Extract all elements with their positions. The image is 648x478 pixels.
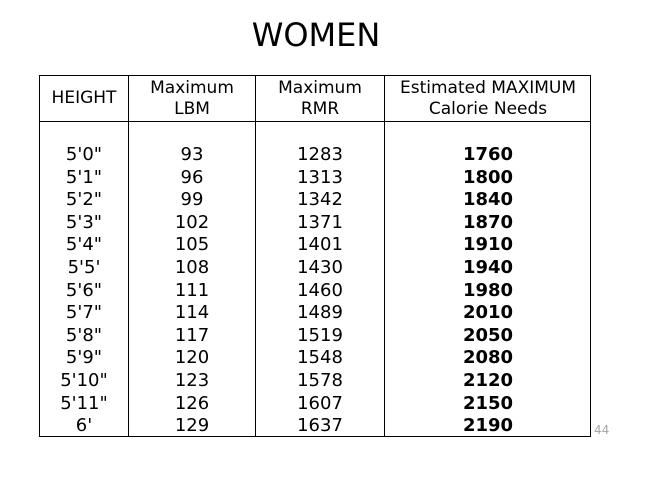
header-calories-line2: Calorie Needs <box>428 98 548 119</box>
rmr-cell: 1578 <box>297 369 343 391</box>
lbm-cell: 105 <box>174 234 210 256</box>
calorie-cell: 1910 <box>462 234 514 256</box>
rmr-cell: 1460 <box>297 279 343 301</box>
lbm-cell: 117 <box>174 324 210 346</box>
height-cell: 5'8" <box>65 324 103 346</box>
height-cell: 5'6" <box>65 279 103 301</box>
height-cell: 5'11" <box>60 392 108 414</box>
lbm-cell: 93 <box>180 144 204 165</box>
rmr-cell: 1401 <box>297 234 343 256</box>
calorie-cell: 1980 <box>462 279 514 301</box>
rmr-cell: 1371 <box>297 211 343 233</box>
height-cell: 5'9" <box>65 347 103 369</box>
height-cell: 5'4" <box>65 234 103 256</box>
header-calories-line1: Estimated MAXIMUM <box>399 77 577 98</box>
calorie-cell: 1800 <box>462 166 514 188</box>
lbm-cell: 126 <box>174 392 210 414</box>
header-lbm <box>129 76 255 121</box>
height-column <box>40 144 128 438</box>
header-height-label: HEIGHT <box>51 88 117 108</box>
height-cell: 5'5' <box>67 256 101 278</box>
height-cell: 6' <box>75 415 93 437</box>
rmr-cell: 1313 <box>297 166 343 188</box>
rmr-cell: 1283 <box>297 144 343 165</box>
page-number: 44 <box>594 423 610 437</box>
rmr-cell: 1607 <box>297 392 343 414</box>
calorie-cell: 1760 <box>462 144 514 165</box>
calorie-cell: 2010 <box>462 302 514 324</box>
rmr-column <box>256 144 384 438</box>
calorie-cell: 2080 <box>462 347 514 369</box>
header-rmr <box>256 76 384 121</box>
height-cell: 5'1" <box>65 166 103 188</box>
calorie-cell: 1840 <box>462 189 514 211</box>
calorie-cell: 1870 <box>462 211 514 233</box>
header-height <box>40 76 128 121</box>
height-cell: 5'3" <box>65 211 103 233</box>
header-lbm-line2: LBM <box>174 98 210 119</box>
calorie-cell: 2120 <box>462 369 514 391</box>
calorie-cell: 2050 <box>462 324 514 346</box>
lbm-cell: 120 <box>174 347 210 369</box>
lbm-cell: 108 <box>174 256 210 278</box>
lbm-cell: 96 <box>180 166 204 188</box>
height-cell: 5'10" <box>60 369 108 391</box>
page-title: WOMEN <box>251 16 381 54</box>
lbm-cell: 123 <box>174 369 210 391</box>
calorie-table <box>39 75 591 437</box>
calorie-cell: 1940 <box>462 256 514 278</box>
rmr-cell: 1489 <box>297 302 343 324</box>
calorie-cell: 2150 <box>462 392 514 414</box>
height-cell: 5'0" <box>65 144 103 165</box>
header-lbm-line1: Maximum <box>150 77 234 98</box>
height-cell: 5'2" <box>65 189 103 211</box>
header-rmr-line2: RMR <box>300 98 340 119</box>
lbm-cell: 111 <box>174 279 210 301</box>
rmr-cell: 1430 <box>297 256 343 278</box>
calories-column <box>385 144 591 438</box>
rmr-cell: 1342 <box>297 189 343 211</box>
lbm-column <box>129 144 255 438</box>
lbm-cell: 102 <box>174 211 210 233</box>
rmr-cell: 1548 <box>297 347 343 369</box>
header-calories <box>385 76 591 121</box>
rmr-cell: 1519 <box>297 324 343 346</box>
height-cell: 5'7" <box>65 302 103 324</box>
lbm-cell: 129 <box>174 415 210 437</box>
lbm-cell: 99 <box>180 189 204 211</box>
rmr-cell: 1637 <box>297 415 343 437</box>
calorie-cell: 2190 <box>462 415 514 437</box>
lbm-cell: 114 <box>174 302 210 324</box>
header-rmr-line1: Maximum <box>278 77 362 98</box>
